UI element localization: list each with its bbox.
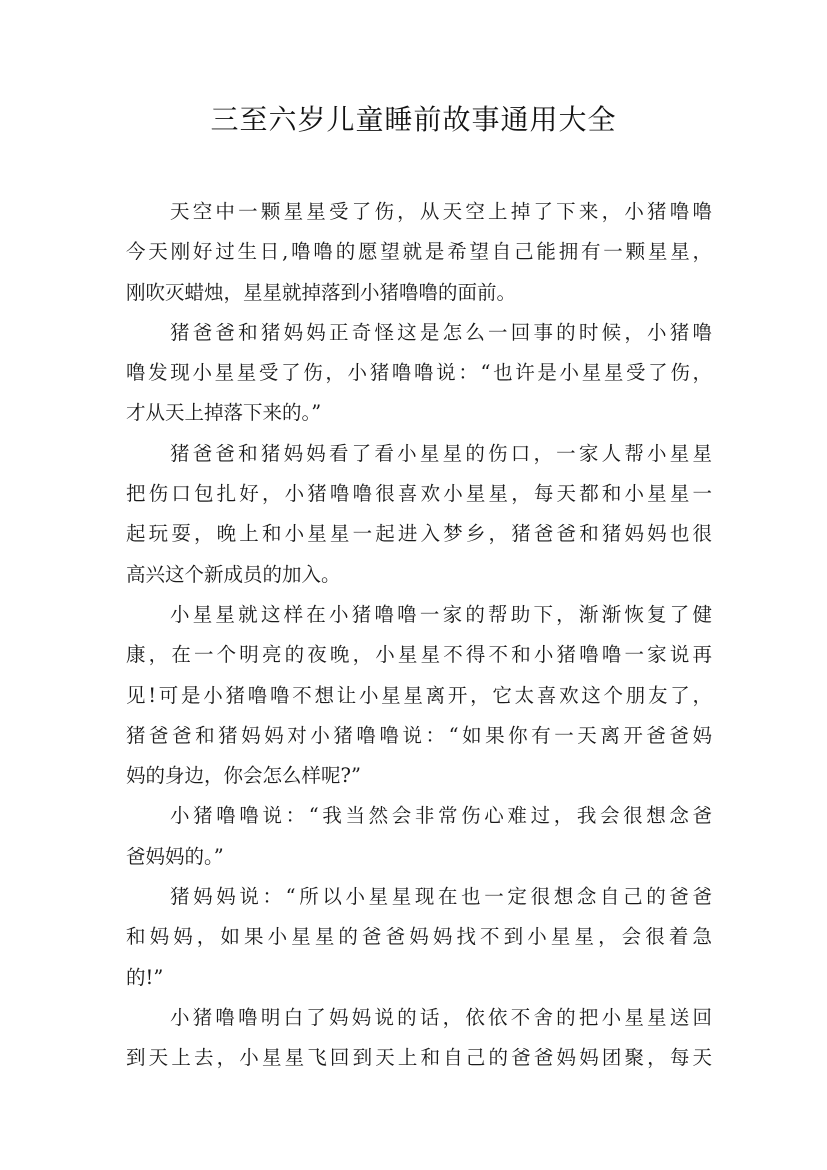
paragraph-6 xyxy=(126,877,712,998)
paragraph-line: 才从天上掉落下来的。” xyxy=(126,401,322,425)
paragraph-line: 起玩耍，晚上和小星星一起进入梦乡，猪爸爸和猪妈妈也很 xyxy=(126,522,712,546)
paragraph-line: 妈的身边，你会怎么样呢?” xyxy=(126,764,361,788)
paragraph-line: 小猪噜噜明白了妈妈说的话，依依不舍的把小星星送回 xyxy=(170,1005,712,1029)
paragraph-line: 康，在一个明亮的夜晚，小星星不得不和小猪噜噜一家说再 xyxy=(126,643,712,667)
paragraph-4 xyxy=(126,595,712,796)
paragraph-line: 高兴这个新成员的加入。 xyxy=(126,562,341,586)
paragraph-2 xyxy=(126,313,712,434)
paragraph-5 xyxy=(126,796,712,877)
paragraph-line: 今天刚好过生日,噜噜的愿望就是希望自己能拥有一颗星星， xyxy=(126,240,712,264)
paragraph-line: 小星星就这样在小猪噜噜一家的帮助下，渐渐恢复了健 xyxy=(170,602,712,626)
paragraph-line: 天空中一颗星星受了伤，从天空上掉了下来，小猪噜噜 xyxy=(170,200,712,223)
paragraph-line: 刚吹灭蜡烛，星星就掉落到小猪噜噜的面前。 xyxy=(126,280,517,304)
paragraph-3 xyxy=(126,434,712,595)
paragraph-1 xyxy=(126,192,712,313)
paragraph-line: 见!可是小猪噜噜不想让小星星离开，它太喜欢这个朋友了， xyxy=(126,683,712,707)
paragraph-7 xyxy=(126,998,712,1079)
document-title: 三至六岁儿童睡前故事通用大全 xyxy=(210,103,617,136)
document-body xyxy=(126,192,712,1079)
paragraph-line: 猪爸爸和猪妈妈看了看小星星的伤口，一家人帮小星星 xyxy=(170,441,712,465)
paragraph-line: 把伤口包扎好，小猪噜噜很喜欢小星星，每天都和小星星一 xyxy=(126,482,712,506)
paragraph-line: 小猪噜噜说：“我当然会非常伤心难过，我会很想念爸 xyxy=(170,804,712,828)
paragraph-line: 猪爸爸和猪妈妈正奇怪这是怎么一回事的时候，小猪噜 xyxy=(170,320,712,344)
paragraph-line: 猪爸爸和猪妈妈对小猪噜噜说：“如果你有一天离开爸爸妈 xyxy=(126,723,712,747)
paragraph-line: 猪妈妈说：“所以小星星现在也一定很想念自己的爸爸 xyxy=(170,885,712,909)
paragraph-line: 到天上去，小星星飞回到天上和自己的爸爸妈妈团聚，每天 xyxy=(126,1046,712,1070)
paragraph-line: 的!” xyxy=(126,965,164,989)
paragraph-line: 和妈妈，如果小星星的爸爸妈妈找不到小星星，会很着急 xyxy=(126,925,712,949)
paragraph-line: 噜发现小星星受了伤，小猪噜噜说：“也许是小星星受了伤， xyxy=(126,361,712,385)
paragraph-line: 爸妈妈的。” xyxy=(126,844,224,868)
